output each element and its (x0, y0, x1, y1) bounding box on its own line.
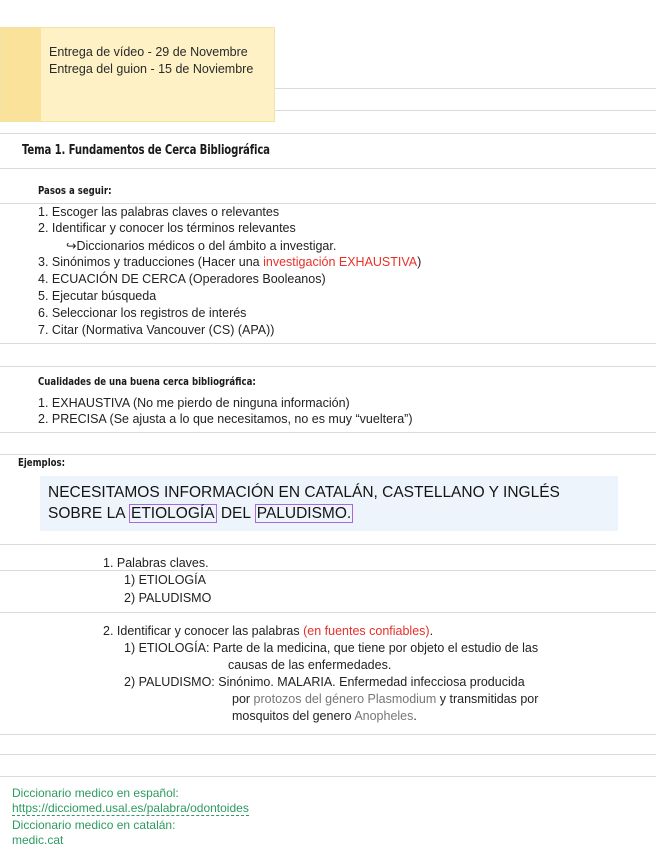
examples-heading: Ejemplos: (18, 456, 66, 469)
step-item-4: 4. ECUACIÓN DE CERCA (Operadores Booleanos) (38, 272, 326, 286)
spanish-dictionary-url[interactable]: https://dicciomed.usal.es/palabra/odontoides (12, 801, 249, 815)
keywords-heading: 1. Palabras claves. (103, 556, 209, 570)
definition-paludismo-plasmodium: protozos del género Plasmodium (253, 692, 437, 706)
definition-paludismo-mosquitos: mosquitos del genero (232, 709, 355, 723)
keyword-item-1: 1) ETIOLOGÍA (124, 573, 206, 587)
highlight-etiologia: ETIOLOGÍA (130, 505, 215, 522)
qualities-heading: Cualidades de una buena cerca bibliográfica: (38, 375, 256, 388)
catalan-dictionary-link[interactable]: medic.cat (12, 833, 64, 847)
steps-heading: Pasos a seguir: (38, 184, 112, 197)
example-line-1: NECESITAMOS INFORMACIÓN EN CATALÁN, CASTELLANO Y INGLÉS (48, 484, 560, 501)
step-item-6: 6. Seleccionar los registros de interés (38, 306, 247, 320)
spanish-dictionary-label: Diccionario medico en español: (12, 786, 179, 800)
identify-heading (103, 624, 433, 638)
definition-paludismo-line-1: 2) PALUDISMO: Sinónimo. MALARIA. Enfermedad infecciosa producida (124, 675, 525, 689)
highlight-paludismo: PALUDISMO. (256, 505, 352, 522)
identify-heading-end: . (429, 624, 434, 638)
example-box (40, 476, 618, 531)
sticky-note-line-video: Entrega de vídeo - 29 de Novembre (49, 45, 248, 59)
keyword-item-2: 2) PALUDISMO (124, 591, 212, 605)
quality-item-1: 1. EXHAUSTIVA (No me pierdo de ninguna información) (38, 396, 350, 410)
definition-paludismo-anopheles: Anopheles (354, 709, 414, 723)
definition-paludismo-por: por (232, 692, 254, 706)
step-item-5: 5. Ejecutar búsqueda (38, 289, 157, 303)
identify-heading-highlight: (en fuentes confiables) (303, 624, 430, 638)
step-item-3-close: ) (417, 255, 422, 269)
definition-etiologia-line-2: causas de las enfermedades. (228, 658, 392, 672)
step-item-7: 7. Citar (Normativa Vancouver (CS) (APA)) (38, 323, 275, 337)
definition-etiologia-line-1: 1) ETIOLOGÍA: Parte de la medicina, que tiene por objeto el estudio de las (124, 641, 539, 655)
example-mid: DEL (216, 505, 255, 522)
catalan-dictionary-label: Diccionario medico en catalán: (12, 818, 176, 832)
sticky-note[interactable] (0, 27, 275, 122)
page-title: Tema 1. Fundamentos de Cerca Bibliográfica (22, 143, 270, 158)
spanish-dictionary-link[interactable] (12, 801, 249, 815)
step-item-2-sub: ↪Diccionarios médicos o del ámbito a investigar. (66, 239, 337, 253)
identify-heading-text: 2. Identificar y conocer las palabras (103, 624, 304, 638)
step-item-3-highlight: investigación EXHAUSTIVA (263, 255, 418, 269)
step-item-1: 1. Escoger las palabras claves o relevantes (38, 205, 280, 219)
step-item-2: 2. Identificar y conocer los términos relevantes (38, 221, 296, 235)
sticky-note-strip (1, 28, 41, 121)
definition-paludismo-line-3 (232, 709, 417, 723)
sticky-note-line-script: Entrega del guion - 15 de Noviembre (49, 62, 254, 76)
step-item-3-text: 3. Sinónimos y traducciones (Hacer una (38, 255, 264, 269)
example-line-2 (48, 505, 353, 523)
example-prefix: SOBRE LA (48, 505, 129, 522)
definition-paludismo-line-2 (232, 692, 538, 706)
step-item-3 (38, 255, 421, 269)
quality-item-2: 2. PRECISA (Se ajusta a lo que necesitamos, no es muy “vueltera”) (38, 412, 413, 426)
definition-paludismo-end: . (413, 709, 417, 723)
definition-paludismo-transmit: y transmitidas por (436, 692, 539, 706)
